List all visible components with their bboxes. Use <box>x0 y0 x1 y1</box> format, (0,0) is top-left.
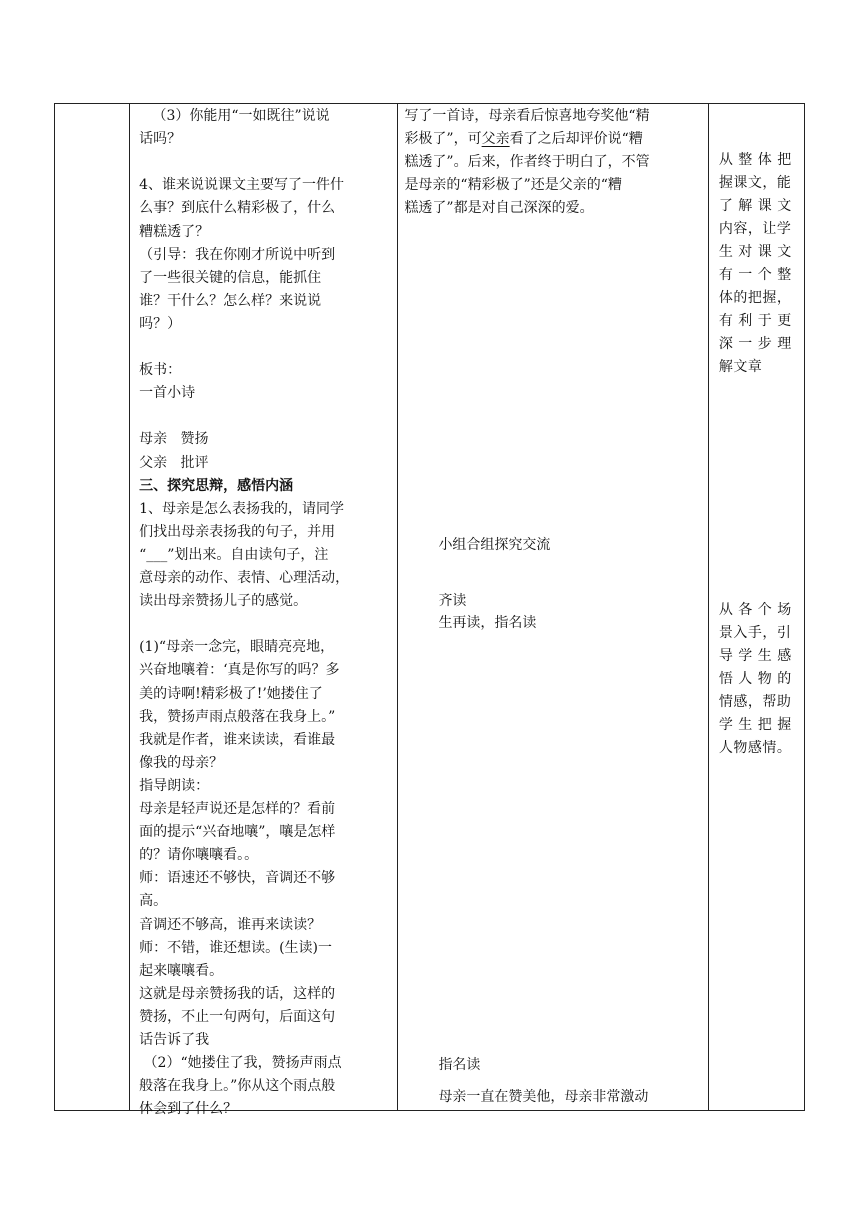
student-activity-text <box>398 104 707 1110</box>
design-intent-line: 从 整 体 把 <box>718 152 792 168</box>
design-intent-text <box>709 104 804 1110</box>
teaching-line: 一首小诗 <box>139 385 196 402</box>
design-intent-line: 从 各 个 场 <box>718 602 792 618</box>
teaching-line: 母亲是轻声说还是怎样的？看前 <box>139 801 336 817</box>
teaching-line: （2）“她搂住了我，赞扬声雨点 <box>139 1055 342 1072</box>
teaching-line: 的？请你嚷嚷看。。 <box>139 847 259 864</box>
design-intent-cell <box>708 104 804 1111</box>
design-intent-line: 学 生 把 握 <box>718 717 792 733</box>
teaching-line: 般落在我身上。”你从这个雨点般 <box>139 1078 336 1095</box>
teaching-line: 这就是母亲赞扬我的话，这样的 <box>139 985 336 1002</box>
teaching-process-text <box>130 104 397 1118</box>
design-intent-line: 解文章 <box>718 359 763 375</box>
teaching-line: 意母亲的动作、表情、心理活动， <box>139 570 350 586</box>
teaching-line: 1、母亲是怎么表扬我的，请同学 <box>139 500 345 517</box>
teaching-line: 读出母亲赞扬儿子的感觉。 <box>139 593 308 610</box>
teaching-line: 我就是作者，谁来读读，看谁最 <box>139 731 336 748</box>
teaching-line: （3）你能用“一如既往”说说 <box>139 108 330 124</box>
summary-line-4: 是母亲的“精彩极了”还是父亲的“糟 <box>404 177 622 193</box>
summary-line-5: 糕透了”都是对自己深深的爱。 <box>404 200 594 216</box>
teaching-line: 起来嚷嚷看。 <box>139 962 224 979</box>
design-intent-line: 生 对 课 文 <box>718 244 792 260</box>
design-intent-line: 了 解 课 文 <box>718 198 792 214</box>
teaching-line: (1)“母亲一念完，眼睛亮亮地， <box>139 639 335 656</box>
design-intent-line: 人物感情。 <box>718 740 792 756</box>
summary-line-2: 彩极了”，可父亲看了之后却评价说“糟 <box>404 131 643 147</box>
teaching-line: 父亲 批评 <box>139 454 209 471</box>
teaching-line: 像我的母亲？ <box>139 754 224 771</box>
teaching-line: 话吗？ <box>139 131 182 148</box>
teaching-line: 美的诗啊!精彩极了!’她搂住了 <box>139 685 323 702</box>
teaching-line: 兴奋地嚷着：‘真是你写的吗？多 <box>139 662 340 679</box>
teaching-line: “___”划出来。自由读句子，注 <box>139 546 329 563</box>
teaching-line: 4、谁来说说课文主要写了一件什 <box>139 177 345 194</box>
group-discussion-note: 小组合组探究交流 <box>438 537 551 553</box>
teaching-line: 了一些很关键的信息，能抓住 <box>139 269 322 286</box>
teaching-line: 面的提示“兴奋地嚷”，嚷是怎样 <box>139 824 336 841</box>
design-intent-line: 景入手，引 <box>718 625 792 641</box>
teaching-line: 师：语速还不够快，音调还不够 <box>139 870 336 887</box>
teaching-line: 我，赞扬声雨点般落在我身上。” <box>139 708 336 725</box>
teaching-line: 么事？到底什么精彩极了，什么 <box>139 200 336 217</box>
teaching-line: 音调还不够高，谁再来读读？ <box>139 916 322 933</box>
design-intent-line: 深 一 步 理 <box>718 336 792 352</box>
design-intent-line: 有 一 个 整 <box>718 267 792 283</box>
teaching-line: 体会到了什么？ <box>139 1101 238 1118</box>
teaching-line: 谁？干什么？怎么样？来说说 <box>139 292 322 309</box>
summary-line-3: 糕透了”。后来，作者终于明白了，不管 <box>404 154 650 170</box>
read-again-note: 生再读，指名读 <box>438 615 537 631</box>
student-activity-cell <box>398 104 708 1111</box>
teaching-line: 指导朗读： <box>139 777 210 794</box>
teaching-line: 师：不错，谁还想读。(生读)一 <box>139 939 333 956</box>
read-together-note: 齐读 <box>438 593 467 609</box>
teaching-line: 高。 <box>139 893 168 910</box>
design-intent-line: 握课文，能 <box>718 175 792 191</box>
teaching-line: 板书： <box>139 362 182 379</box>
teaching-process-cell <box>130 104 398 1118</box>
teaching-line: 糟糕透了？ <box>139 223 210 240</box>
design-intent-line: 体的把握， <box>718 290 792 306</box>
empty-first-column <box>55 104 130 1111</box>
summary-line-1: 写了一首诗，母亲看后惊喜地夸奖他“精 <box>404 108 650 124</box>
teaching-line: （引导：我在你刚才所说中听到 <box>139 246 336 263</box>
teaching-line: 们找出母亲表扬我的句子，并用 <box>139 523 336 540</box>
lesson-plan-table <box>54 103 805 1118</box>
design-intent-line: 有 利 于 更 <box>718 313 792 329</box>
design-intent-line: 情感，帮助 <box>718 694 792 710</box>
teaching-line: 赞扬，不止一句两句，后面这句 <box>139 1008 336 1025</box>
design-intent-line: 悟 人 物 的 <box>718 671 792 687</box>
mother-praise-note: 母亲一直在赞美他，母亲非常激动 <box>438 1089 649 1105</box>
teaching-line: 三、探究思辩，感悟内涵 <box>139 477 294 494</box>
named-read-note: 指名读 <box>438 1057 481 1073</box>
design-intent-line: 内容，让学 <box>718 221 792 237</box>
design-intent-line: 导 学 生 感 <box>718 648 792 664</box>
teaching-line: 母亲 赞扬 <box>139 431 209 448</box>
teaching-line: 话告诉了我 <box>139 1032 210 1048</box>
teaching-line: 吗？） <box>139 315 182 332</box>
